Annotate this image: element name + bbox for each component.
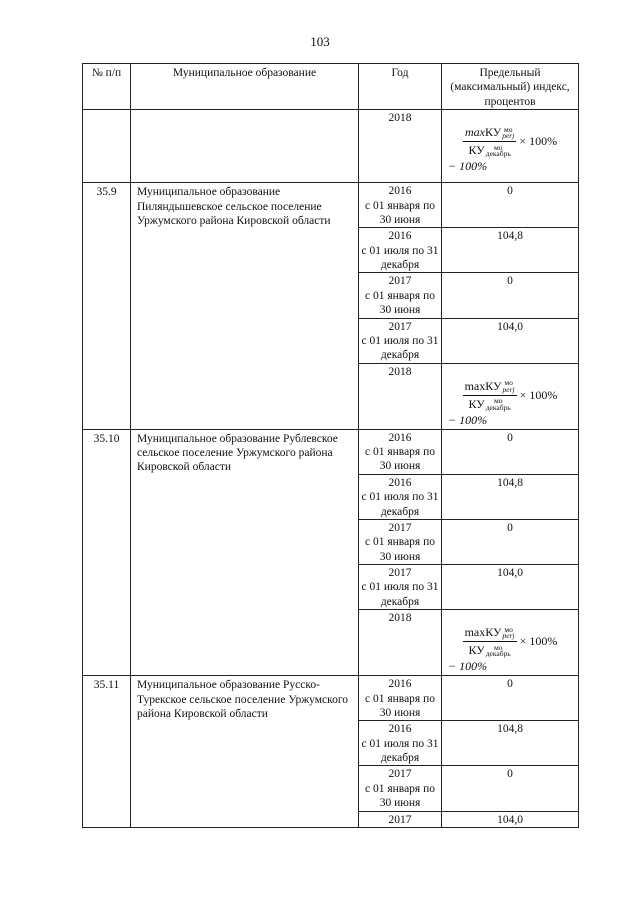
formula-numerator — [463, 379, 517, 396]
period-range: с 01 июля по 31 декабря — [361, 581, 439, 608]
formula-sub-dec: декабрь — [485, 402, 511, 412]
header-num: № п/п — [83, 64, 131, 110]
table-row — [83, 429, 579, 474]
period-cell — [359, 811, 442, 827]
formula-minus — [442, 659, 578, 674]
formula-fraction — [463, 379, 517, 412]
table-row — [83, 676, 579, 721]
period-year: 2017 — [388, 320, 412, 333]
formula-times: × 100% — [519, 387, 558, 402]
index-value: 0 — [442, 676, 579, 721]
header-year: Год — [359, 64, 442, 110]
period-year: 2017 — [388, 521, 412, 534]
formula-indices — [502, 624, 515, 641]
formula-max: max — [464, 125, 485, 140]
formula-minus-text: − 100% — [448, 659, 488, 674]
period-cell — [359, 318, 442, 363]
index-value: 104,0 — [442, 318, 579, 363]
period-cell — [359, 519, 442, 564]
index-formula — [442, 625, 578, 674]
formula-fraction — [463, 125, 516, 158]
period-cell — [359, 228, 442, 273]
period-range: с 01 июля по 31 декабря — [361, 244, 439, 271]
formula-ku: КУ — [485, 625, 502, 640]
formula-denominator — [466, 142, 512, 158]
period-range: с 01 января по 30 июня — [365, 199, 435, 226]
period-year: 2016 — [388, 723, 412, 736]
index-value: 0 — [442, 429, 579, 474]
formula-ku: КУ — [485, 378, 502, 393]
index-value: 104,0 — [442, 811, 579, 827]
formula-sup-mo: мо — [504, 378, 513, 388]
formula-indices — [485, 642, 511, 659]
carry-year: 2018 — [359, 110, 442, 183]
row-number: 35.9 — [83, 183, 131, 430]
formula-denominator — [466, 642, 512, 658]
index-value: 0 — [442, 766, 579, 811]
formula-sup-mo: мо — [504, 624, 513, 634]
period-year: 2017 — [388, 768, 412, 781]
formula-indices — [502, 124, 515, 141]
formula-sup-mo: мо — [493, 396, 503, 406]
row-number: 35.11 — [83, 676, 131, 828]
formula-line — [442, 625, 578, 658]
carry-over-row — [83, 110, 579, 183]
formula-numerator — [463, 625, 517, 642]
formula-ku: КУ — [468, 396, 485, 411]
formula-sub-regj: perj — [502, 131, 515, 141]
index-value — [442, 363, 579, 429]
formula-times: × 100% — [519, 134, 558, 149]
period-year: 2017 — [388, 567, 412, 579]
header-municipality: Муниципальное образование — [131, 64, 359, 110]
period-cell — [359, 721, 442, 766]
index-value: 104,8 — [442, 228, 579, 273]
index-value: 104,8 — [442, 474, 579, 519]
index-formula — [442, 379, 578, 428]
period-range: с 01 июля по 31 декабря — [361, 491, 439, 518]
period-year: 2018 — [388, 612, 412, 625]
period-range: с 01 января по 30 июня — [365, 692, 435, 719]
period-cell — [359, 474, 442, 519]
period-year: 2018 — [388, 365, 412, 378]
formula-line — [442, 125, 578, 158]
formula-minus-text: − 100% — [448, 159, 488, 174]
index-value — [442, 610, 579, 676]
formula-ku: КУ — [468, 643, 485, 658]
formula-indices — [503, 380, 515, 394]
formula-line — [442, 379, 578, 412]
municipality-name: Муниципальное образование Пиляндышевское сельское поселение Уржумского района Кировской области — [131, 183, 359, 430]
formula-numerator — [463, 125, 516, 142]
period-range: с 01 января по 30 июня — [365, 782, 435, 810]
period-year: 2016 — [388, 476, 412, 489]
formula-sup-mo: мо — [494, 142, 503, 152]
period-range: с 01 января по 30 июня — [365, 446, 435, 473]
period-cell — [359, 766, 442, 811]
index-value: 104,8 — [442, 721, 579, 766]
carry-municipality — [131, 110, 359, 183]
formula-denominator — [466, 396, 512, 412]
period-year: 2016 — [388, 431, 412, 444]
index-value: 0 — [442, 273, 579, 318]
period-cell — [359, 610, 442, 676]
formula-sub-dec: декабрь — [485, 149, 511, 159]
formula-max: max — [464, 625, 486, 640]
period-cell — [359, 429, 442, 474]
period-range: с 01 января по 30 июня — [365, 536, 435, 563]
period-year: 2016 — [388, 230, 412, 243]
period-year: 2017 — [388, 813, 412, 826]
formula-max: max — [464, 378, 486, 393]
index-value: 0 — [442, 519, 579, 564]
period-cell — [359, 363, 442, 429]
table-row — [83, 183, 579, 228]
index-formula — [442, 125, 578, 174]
carry-num — [83, 110, 131, 183]
formula-times: × 100% — [519, 634, 558, 649]
municipality-name: Муниципальное образование Русско-Турекское сельское поселение Уржумского района Кировской области — [131, 676, 359, 828]
formula-sub-regj: perj — [502, 631, 515, 641]
formula-sub-regj: perj — [502, 384, 515, 394]
page-number: 103 — [310, 34, 330, 49]
period-cell — [359, 565, 442, 610]
formula-ku: КУ — [484, 125, 502, 140]
formula-sup-mo: мо — [504, 124, 513, 134]
period-year: 2016 — [388, 185, 412, 198]
tariff-index-table — [82, 63, 579, 828]
period-cell — [359, 676, 442, 721]
formula-minus — [442, 413, 578, 428]
carry-formula-cell — [442, 110, 579, 183]
formula-sub-dec: декабрь — [485, 649, 511, 659]
period-range: с 01 июля по 31 декабря — [361, 737, 439, 764]
municipality-name: Муниципальное образование Рублевское сельское поселение Уржумского района Кировской области — [131, 429, 359, 676]
formula-indices — [486, 398, 511, 412]
period-cell — [359, 183, 442, 228]
header-index: Предельный (максимальный) индекс, процентов — [442, 64, 579, 110]
formula-fraction — [463, 625, 517, 658]
period-year: 2016 — [388, 678, 412, 691]
index-value: 0 — [442, 183, 579, 228]
period-year: 2017 — [388, 275, 412, 288]
formula-indices — [485, 142, 511, 159]
formula-ku: КУ — [468, 143, 485, 158]
formula-minus — [442, 159, 578, 174]
period-cell — [359, 273, 442, 318]
period-range: с 01 июля по 31 декабря — [361, 334, 439, 362]
formula-sup-mo: мо — [493, 642, 503, 652]
row-number: 35.10 — [83, 429, 131, 676]
index-value: 104,0 — [442, 565, 579, 610]
period-range: с 01 января по 30 июня — [365, 289, 435, 317]
formula-minus-text: − 100% — [448, 412, 488, 427]
